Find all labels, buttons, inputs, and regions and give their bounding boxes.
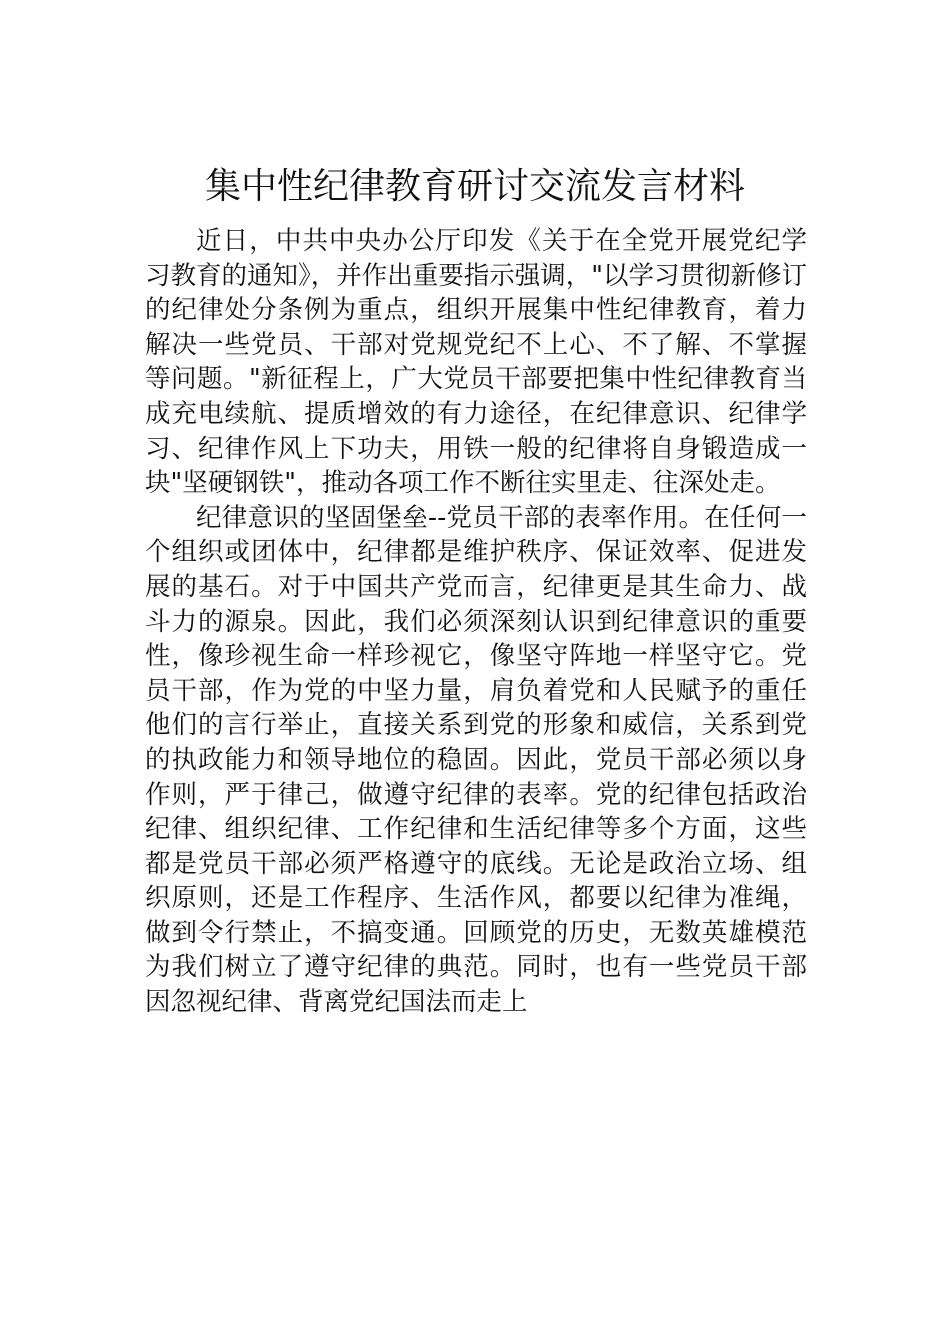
document-title: 集中性纪律教育研讨交流发言材料 bbox=[204, 166, 745, 207]
document-body bbox=[145, 224, 807, 1020]
paragraph-2: 纪律意识的坚固堡垒--党员干部的表率作用。在任何一个组织或团体中，纪律都是维护秩序、保证效率、促进发展的基石。对于中国共产党而言，纪律更是其生命力、战斗力的源泉。因此，我们必须深刻认识到纪律意识的重要性，像珍视生命一样珍视它，像坚守阵地一样坚守它。党员干部，作为党的中坚力量，肩负着党和人民赋予的重任他们的言行举止，直接关系到党的形象和威信，关系到党的执政能力和领导地位的稳固。因此，党员干部必须以身作则，严于律己，做遵守纪律的表率。党的纪律包括政治纪律、组织纪律、工作纪律和生活纪律等多个方面，这些都是党员干部必须严格遵守的底线。无论是政治立场、组织原则，还是工作程序、生活作风，都要以纪律为准绳，做到令行禁止，不搞变通。回顾党的历史，无数英雄模范为我们树立了遵守纪律的典范。同时，也有一些党员干部因忽视纪律、背离党纪国法而走上 bbox=[145, 502, 807, 1018]
paragraph-1: 近日，中共中央办公厅印发《关于在全党开展党纪学习教育的通知》，并作出重要指示强调，"以学习贯彻新修订的纪律处分条例为重点，组织开展集中性纪律教育，着力解决一些党员、干部对党规党纪不上心、不了解、不掌握等问题。"新征程上，广大党员干部要把集中性纪律教育当成充电续航、提质增效的有力途径，在纪律意识、纪律学习、纪律作风上下功夫，用铁一般的纪律将自身锻造成一块"坚硬钢铁"，推动各项工作不断往实里走、往深处走。 bbox=[145, 226, 807, 499]
